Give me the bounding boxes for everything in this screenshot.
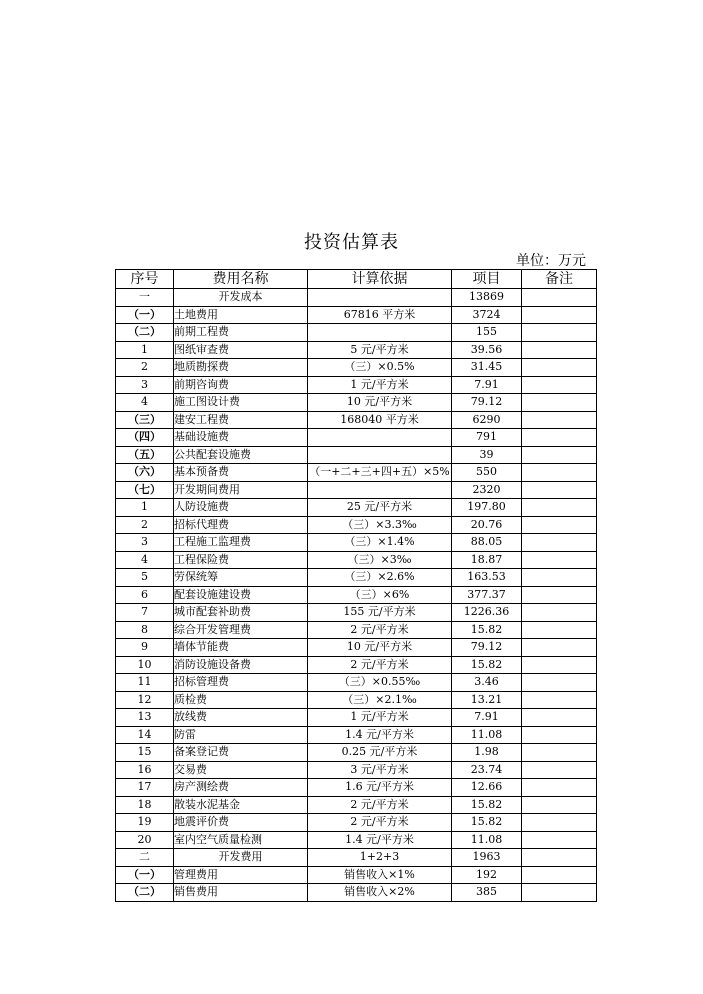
name-cell: 劳保统筹 [174, 569, 308, 587]
estimate-table [115, 269, 597, 902]
seq-cell: 3 [116, 534, 174, 552]
header-item: 项目 [452, 270, 522, 289]
table-row [116, 341, 597, 359]
table-row [116, 691, 597, 709]
name-cell: 配套设施建设费 [174, 586, 308, 604]
name-cell: 防雷 [174, 726, 308, 744]
table-row [116, 656, 597, 674]
seq-cell: 10 [116, 656, 174, 674]
header-basis: 计算依据 [308, 270, 452, 289]
remark-cell [522, 289, 597, 307]
name-cell: 建安工程费 [174, 411, 308, 429]
table-header-row [116, 270, 597, 289]
seq-cell: 5 [116, 569, 174, 587]
seq-cell: 2 [116, 359, 174, 377]
name-cell: 综合开发管理费 [174, 621, 308, 639]
seq-cell: （六） [116, 464, 174, 482]
table-row [116, 306, 597, 324]
table-row [116, 516, 597, 534]
table-row [116, 394, 597, 412]
basis-cell [308, 324, 452, 342]
remark-cell [522, 534, 597, 552]
item-cell: 3724 [452, 306, 522, 324]
remark-cell [522, 586, 597, 604]
remark-cell [522, 744, 597, 762]
basis-cell: （三）×3.3‰ [308, 516, 452, 534]
remark-cell [522, 621, 597, 639]
name-cell: 消防设施设备费 [174, 656, 308, 674]
table-row [116, 744, 597, 762]
table-row [116, 761, 597, 779]
name-cell: 放线费 [174, 709, 308, 727]
item-cell: 13.21 [452, 691, 522, 709]
basis-cell: 10 元/平方米 [308, 394, 452, 412]
seq-cell: 12 [116, 691, 174, 709]
table-row [116, 866, 597, 884]
remark-cell [522, 639, 597, 657]
item-cell: 3.46 [452, 674, 522, 692]
item-cell: 6290 [452, 411, 522, 429]
seq-cell: 15 [116, 744, 174, 762]
remark-cell [522, 691, 597, 709]
seq-cell: 20 [116, 831, 174, 849]
item-cell: 15.82 [452, 796, 522, 814]
name-cell: 开发成本 [174, 289, 308, 307]
header-seq: 序号 [116, 270, 174, 289]
remark-cell [522, 306, 597, 324]
table-row [116, 674, 597, 692]
remark-cell [522, 341, 597, 359]
item-cell: 1963 [452, 849, 522, 867]
basis-cell: 销售收入×2% [308, 884, 452, 902]
table-row [116, 586, 597, 604]
name-cell: 施工图设计费 [174, 394, 308, 412]
basis-cell: 1.6 元/平方米 [308, 779, 452, 797]
item-cell: 79.12 [452, 394, 522, 412]
basis-cell: 0.25 元/平方米 [308, 744, 452, 762]
item-cell: 163.53 [452, 569, 522, 587]
basis-cell: 1.4 元/平方米 [308, 726, 452, 744]
item-cell: 377.37 [452, 586, 522, 604]
item-cell: 15.82 [452, 656, 522, 674]
name-cell: 管理费用 [174, 866, 308, 884]
item-cell: 11.08 [452, 726, 522, 744]
item-cell: 15.82 [452, 814, 522, 832]
remark-cell [522, 796, 597, 814]
seq-cell: 7 [116, 604, 174, 622]
remark-cell [522, 324, 597, 342]
item-cell: 39 [452, 446, 522, 464]
remark-cell [522, 831, 597, 849]
table-row [116, 376, 597, 394]
table-row [116, 289, 597, 307]
item-cell: 197.80 [452, 499, 522, 517]
remark-cell [522, 464, 597, 482]
name-cell: 备案登记费 [174, 744, 308, 762]
item-cell: 1.98 [452, 744, 522, 762]
name-cell: 墙体节能费 [174, 639, 308, 657]
unit-label: 单位：万元 [516, 253, 586, 269]
basis-cell: 1.4 元/平方米 [308, 831, 452, 849]
basis-cell: （三）×0.55‰ [308, 674, 452, 692]
remark-cell [522, 761, 597, 779]
seq-cell: 1 [116, 341, 174, 359]
basis-cell: 155 元/平方米 [308, 604, 452, 622]
remark-cell [522, 656, 597, 674]
table-row [116, 604, 597, 622]
remark-cell [522, 429, 597, 447]
basis-cell: 2 元/平方米 [308, 796, 452, 814]
seq-cell: 13 [116, 709, 174, 727]
basis-cell: 168040 平方米 [308, 411, 452, 429]
basis-cell: 1 元/平方米 [308, 709, 452, 727]
table-row [116, 569, 597, 587]
remark-cell [522, 779, 597, 797]
seq-cell: （一） [116, 866, 174, 884]
seq-cell: 二 [116, 849, 174, 867]
table-row [116, 831, 597, 849]
remark-cell [522, 884, 597, 902]
item-cell: 88.05 [452, 534, 522, 552]
basis-cell: 1+2+3 [308, 849, 452, 867]
basis-cell: （三）×1.4% [308, 534, 452, 552]
header-remark: 备注 [522, 270, 597, 289]
basis-cell: 2 元/平方米 [308, 621, 452, 639]
name-cell: 前期工程费 [174, 324, 308, 342]
name-cell: 地质勘探费 [174, 359, 308, 377]
name-cell: 开发期间费用 [174, 481, 308, 499]
seq-cell: 4 [116, 394, 174, 412]
table-row [116, 481, 597, 499]
table-row [116, 709, 597, 727]
name-cell: 房产测绘费 [174, 779, 308, 797]
seq-cell: 4 [116, 551, 174, 569]
name-cell: 工程施工监理费 [174, 534, 308, 552]
name-cell: 公共配套设施费 [174, 446, 308, 464]
name-cell: 地震评价费 [174, 814, 308, 832]
item-cell: 39.56 [452, 341, 522, 359]
remark-cell [522, 726, 597, 744]
basis-cell: 销售收入×1% [308, 866, 452, 884]
name-cell: 工程保险费 [174, 551, 308, 569]
remark-cell [522, 569, 597, 587]
item-cell: 15.82 [452, 621, 522, 639]
table-row [116, 639, 597, 657]
item-cell: 550 [452, 464, 522, 482]
table-row [116, 446, 597, 464]
basis-cell: 67816 平方米 [308, 306, 452, 324]
table-row [116, 359, 597, 377]
seq-cell: （二） [116, 884, 174, 902]
table-row [116, 621, 597, 639]
item-cell: 12.66 [452, 779, 522, 797]
table-body [116, 289, 597, 902]
seq-cell: 1 [116, 499, 174, 517]
seq-cell: （一） [116, 306, 174, 324]
seq-cell: 8 [116, 621, 174, 639]
item-cell: 7.91 [452, 376, 522, 394]
basis-cell [308, 481, 452, 499]
seq-cell: 6 [116, 586, 174, 604]
remark-cell [522, 674, 597, 692]
remark-cell [522, 394, 597, 412]
remark-cell [522, 376, 597, 394]
seq-cell: 16 [116, 761, 174, 779]
seq-cell: 一 [116, 289, 174, 307]
name-cell: 招标代理费 [174, 516, 308, 534]
item-cell: 20.76 [452, 516, 522, 534]
item-cell: 23.74 [452, 761, 522, 779]
seq-cell: 2 [116, 516, 174, 534]
remark-cell [522, 516, 597, 534]
remark-cell [522, 411, 597, 429]
remark-cell [522, 359, 597, 377]
name-cell: 散装水泥基金 [174, 796, 308, 814]
remark-cell [522, 849, 597, 867]
item-cell: 155 [452, 324, 522, 342]
basis-cell: 3 元/平方米 [308, 761, 452, 779]
seq-cell: （四） [116, 429, 174, 447]
item-cell: 7.91 [452, 709, 522, 727]
basis-cell: 25 元/平方米 [308, 499, 452, 517]
basis-cell: （三）×6% [308, 586, 452, 604]
seq-cell: 3 [116, 376, 174, 394]
seq-cell: 11 [116, 674, 174, 692]
name-cell: 交易费 [174, 761, 308, 779]
item-cell: 192 [452, 866, 522, 884]
table-row [116, 726, 597, 744]
remark-cell [522, 481, 597, 499]
table-row [116, 796, 597, 814]
basis-cell: （三）×2.1‰ [308, 691, 452, 709]
seq-cell: 17 [116, 779, 174, 797]
table-row [116, 411, 597, 429]
table-row [116, 324, 597, 342]
table-row [116, 464, 597, 482]
name-cell: 室内空气质量检测 [174, 831, 308, 849]
table-row [116, 551, 597, 569]
seq-cell: （三） [116, 411, 174, 429]
basis-cell: （一+二+三+四+五）×5% [308, 464, 452, 482]
name-cell: 土地费用 [174, 306, 308, 324]
name-cell: 开发费用 [174, 849, 308, 867]
seq-cell: （二） [116, 324, 174, 342]
basis-cell: 2 元/平方米 [308, 656, 452, 674]
seq-cell: （五） [116, 446, 174, 464]
table-row [116, 429, 597, 447]
name-cell: 人防设施费 [174, 499, 308, 517]
basis-cell: （三）×0.5% [308, 359, 452, 377]
item-cell: 11.08 [452, 831, 522, 849]
name-cell: 销售费用 [174, 884, 308, 902]
seq-cell: 19 [116, 814, 174, 832]
seq-cell: 18 [116, 796, 174, 814]
table-row [116, 884, 597, 902]
name-cell: 图纸审查费 [174, 341, 308, 359]
name-cell: 基础设施费 [174, 429, 308, 447]
seq-cell: （七） [116, 481, 174, 499]
name-cell: 质检费 [174, 691, 308, 709]
remark-cell [522, 604, 597, 622]
name-cell: 招标管理费 [174, 674, 308, 692]
basis-cell: （三）×3‰ [308, 551, 452, 569]
item-cell: 385 [452, 884, 522, 902]
item-cell: 79.12 [452, 639, 522, 657]
remark-cell [522, 709, 597, 727]
item-cell: 13869 [452, 289, 522, 307]
basis-cell: 10 元/平方米 [308, 639, 452, 657]
name-cell: 城市配套补助费 [174, 604, 308, 622]
item-cell: 2320 [452, 481, 522, 499]
remark-cell [522, 499, 597, 517]
item-cell: 18.87 [452, 551, 522, 569]
basis-cell [308, 446, 452, 464]
item-cell: 1226.36 [452, 604, 522, 622]
item-cell: 31.45 [452, 359, 522, 377]
table-row [116, 499, 597, 517]
basis-cell [308, 289, 452, 307]
seq-cell: 14 [116, 726, 174, 744]
header-name: 费用名称 [174, 270, 308, 289]
basis-cell: （三）×2.6% [308, 569, 452, 587]
seq-cell: 9 [116, 639, 174, 657]
basis-cell [308, 429, 452, 447]
table-row [116, 534, 597, 552]
table-row [116, 849, 597, 867]
remark-cell [522, 551, 597, 569]
basis-cell: 1 元/平方米 [308, 376, 452, 394]
name-cell: 基本预备费 [174, 464, 308, 482]
item-cell: 791 [452, 429, 522, 447]
name-cell: 前期咨询费 [174, 376, 308, 394]
basis-cell: 2 元/平方米 [308, 814, 452, 832]
page-title: 投资估算表 [304, 232, 399, 253]
table-row [116, 814, 597, 832]
basis-cell: 5 元/平方米 [308, 341, 452, 359]
remark-cell [522, 866, 597, 884]
remark-cell [522, 446, 597, 464]
remark-cell [522, 814, 597, 832]
table-row [116, 779, 597, 797]
